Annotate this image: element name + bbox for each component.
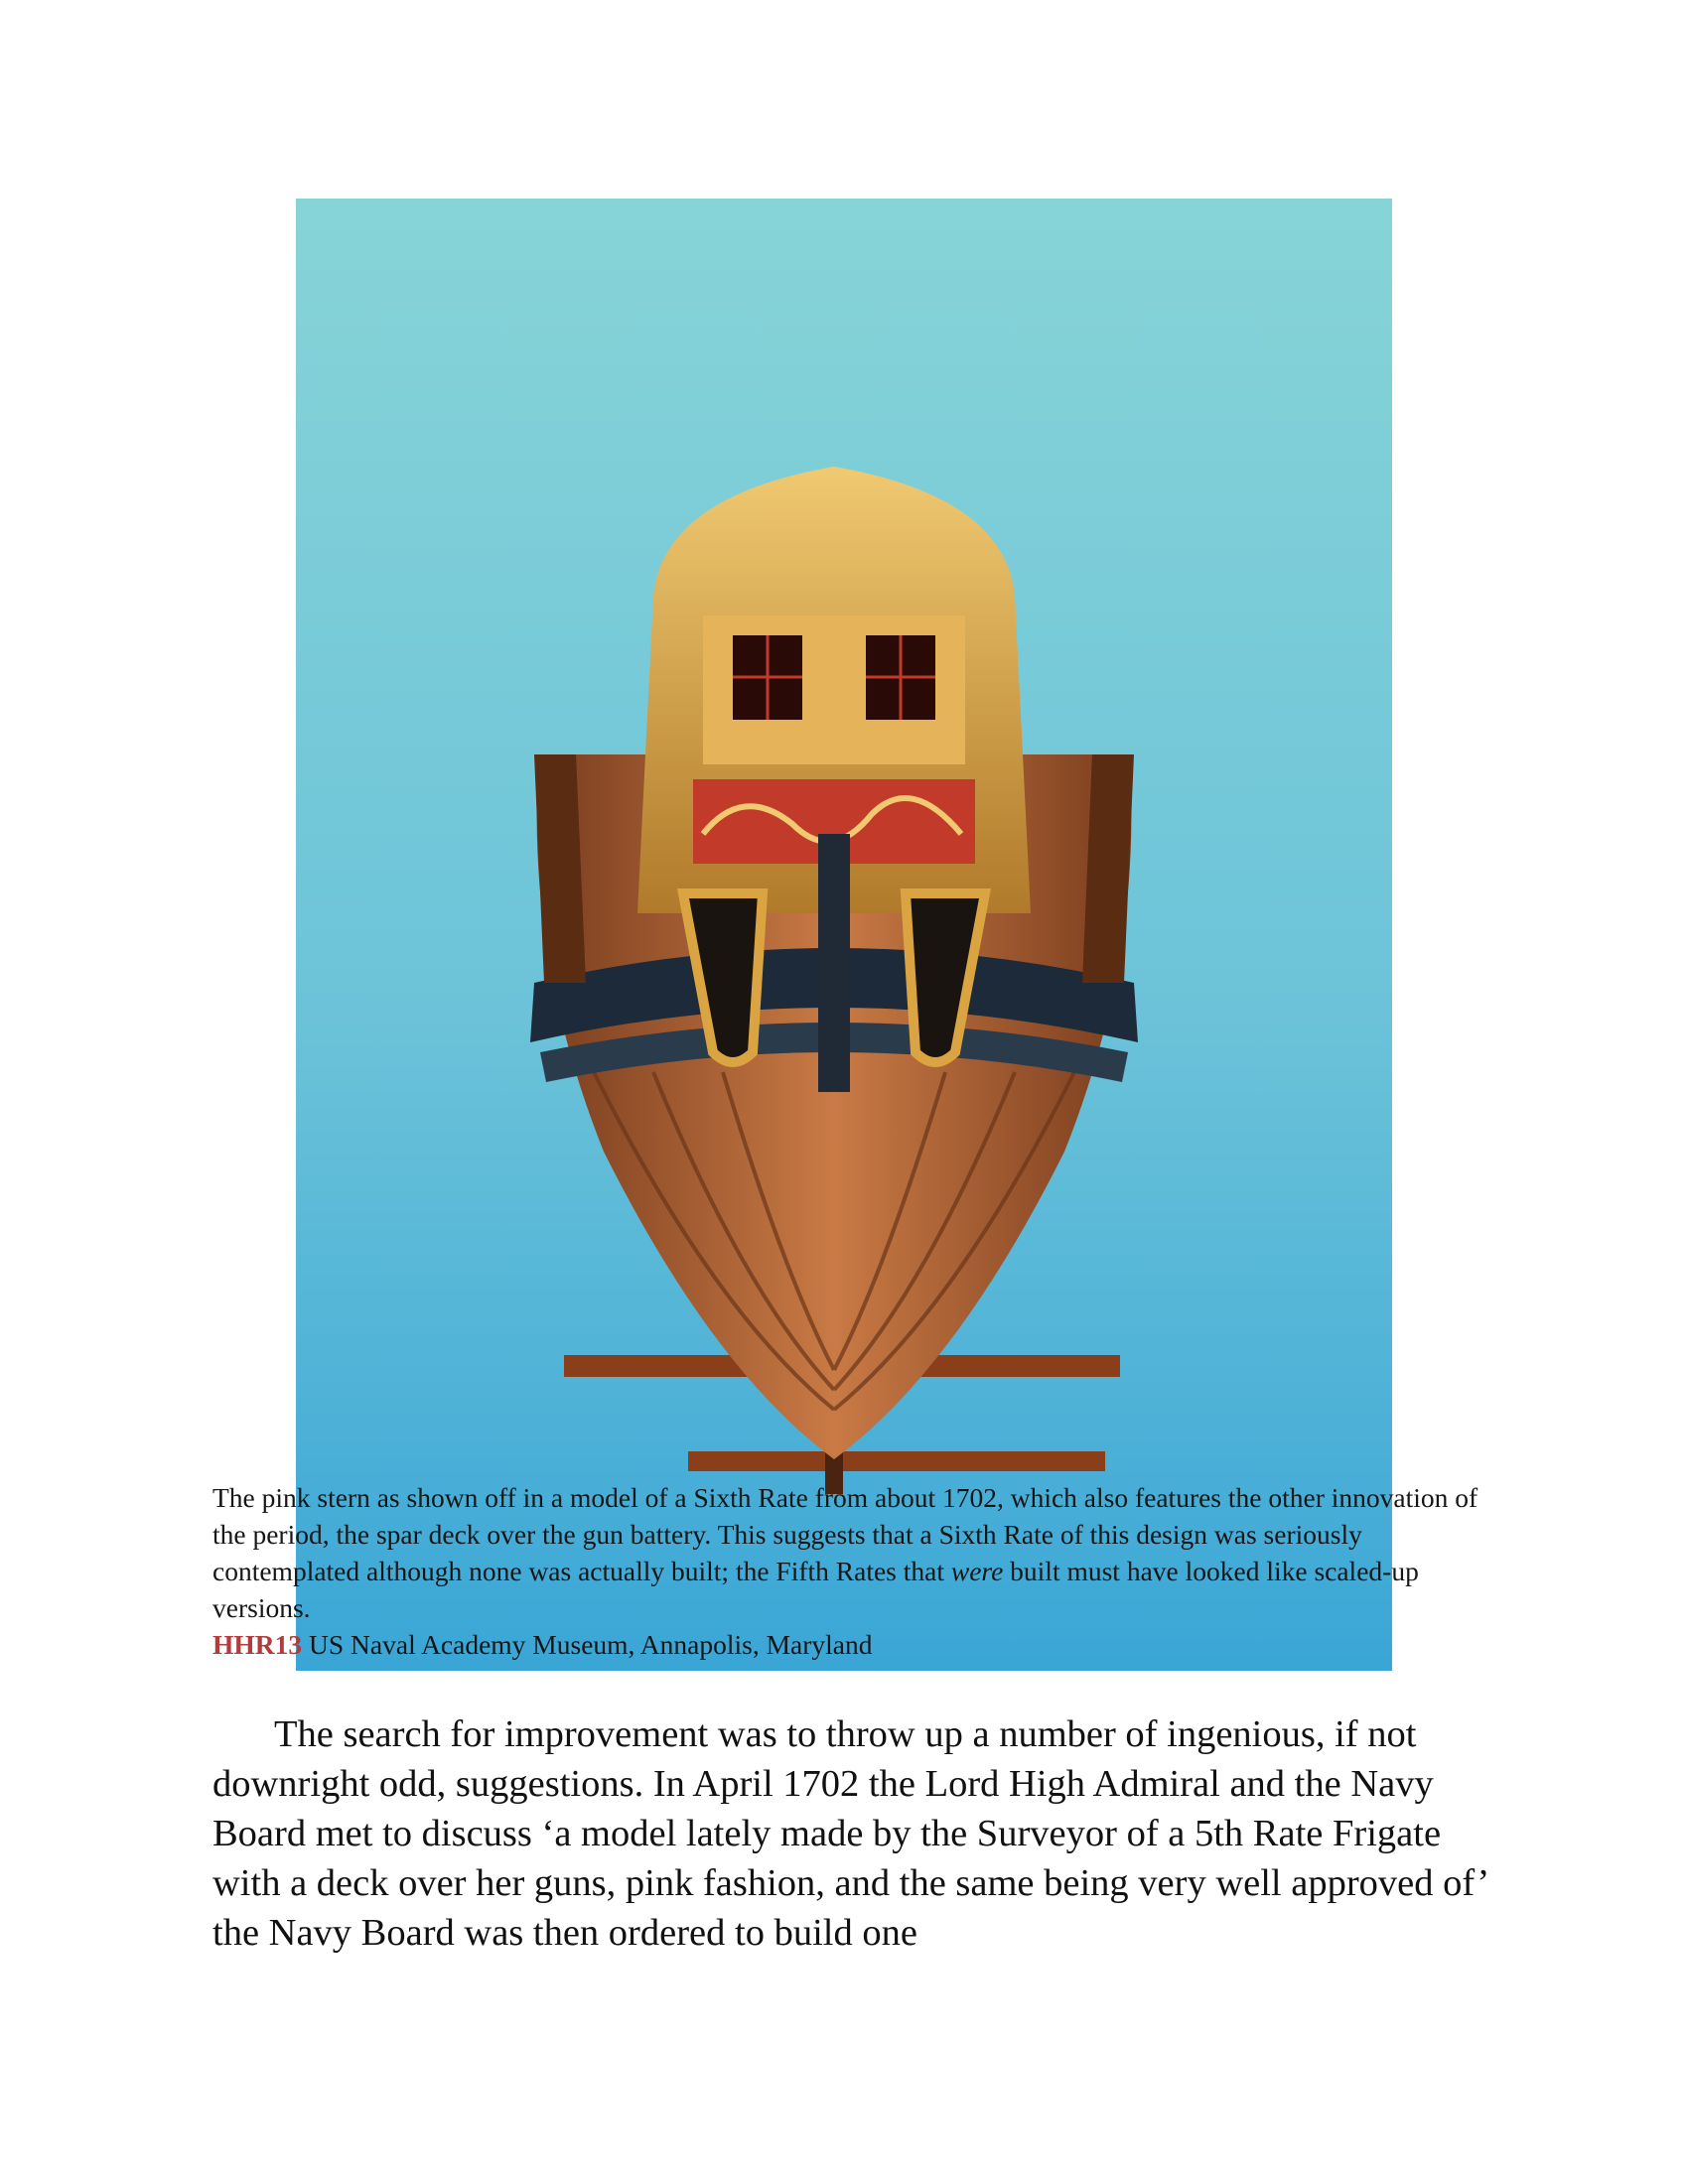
caption-credit [212,1626,1493,1663]
ship-model-photo [296,199,1392,1671]
body-text [212,1709,1493,1958]
ship-model-stern-icon [296,199,1392,1671]
credit-text: US Naval Academy Museum, Annapolis, Maryland [302,1629,873,1660]
caption-part2: built must have looked like scaled-up versions. [212,1556,1419,1623]
caption-text [212,1479,1493,1626]
figure-caption [212,1479,1493,1663]
credit-code: HHR13 [212,1629,303,1660]
caption-part1: The pink stern as shown off in a model of a Sixth Rate from about 1702, which also features the other innovation of the period, the spar deck over the gun battery. This suggests that a Sixth Rate of this design was seriously contemplated although none was actually built; the Fifth Rates that [212,1482,1478,1586]
caption-emphasis: were [950,1556,1004,1586]
body-paragraph: The search for improvement was to throw up a number of ingenious, if not downright odd, suggestions. In April 1702 the Lord High Admiral and the Navy Board met to discuss ‘a model lately made by the Surveyor of a 5th Rate Frigate with a deck over her guns, pink fashion, and the same being very well approved of’ the Navy Board was then ordered to build one [212,1713,1487,1954]
